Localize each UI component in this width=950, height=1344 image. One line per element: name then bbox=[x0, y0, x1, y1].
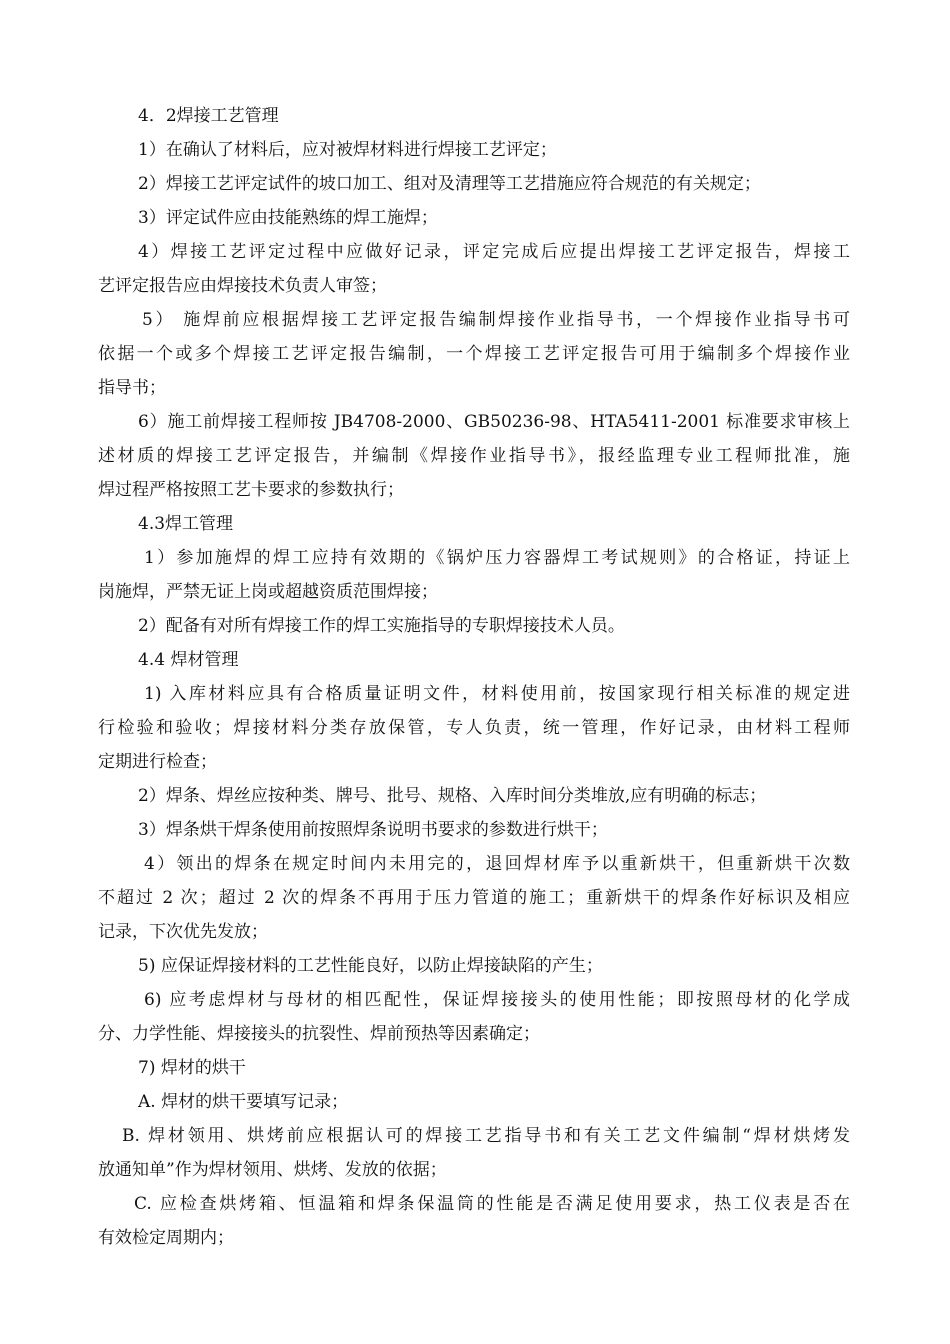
text-line: 行检验和验收；焊接材料分类存放保管，专人负责，统一管理，作好记录，由材料工程师 bbox=[98, 718, 850, 738]
text-line: 焊过程严格按照工艺卡要求的参数执行； bbox=[98, 480, 404, 500]
text-line: 艺评定报告应由焊接技术负责人审签； bbox=[98, 276, 387, 296]
text-line: 1) 入库材料应具有合格质量证明文件，材料使用前，按国家现行相关标准的规定进 bbox=[144, 684, 850, 704]
text-line: 6) 应考虑焊材与母材的相匹配性，保证焊接接头的使用性能；即按照母材的化学成 bbox=[144, 990, 850, 1010]
text-line: 述材质的焊接工艺评定报告，并编制《焊接作业指导书》，报经监理专业工程师批准，施 bbox=[98, 446, 850, 466]
text-line: 记录，下次优先发放； bbox=[98, 922, 268, 942]
text-line: 定期进行检查； bbox=[98, 752, 217, 772]
text-line: 有效检定周期内； bbox=[98, 1228, 234, 1248]
text-line: 1）参加施焊的焊工应持有效期的《锅炉压力容器焊工考试规则》的合格证，持证上 bbox=[144, 548, 850, 568]
text-line: 6）施工前焊接工程师按 JB4708-2000、GB50236-98、HTA5411-2001 标准要求审核上 bbox=[138, 412, 850, 432]
text-line: C. 应检查烘烤箱、恒温箱和焊条保温筒的性能是否满足使用要求，热工仪表是否在 bbox=[134, 1194, 850, 1214]
text-line: 3）焊条烘干焊条使用前按照焊条说明书要求的参数进行烘干； bbox=[138, 820, 608, 840]
text-line: 7) 焊材的烘干 bbox=[138, 1058, 246, 1078]
text-line: 放通知单”作为焊材领用、烘烤、发放的依据； bbox=[98, 1160, 447, 1180]
text-line: 3）评定试件应由技能熟练的焊工施焊； bbox=[138, 208, 438, 228]
text-line: 2）焊接工艺评定试件的坡口加工、组对及清理等工艺措施应符合规范的有关规定； bbox=[138, 174, 761, 194]
heading-4-3: 4.3焊工管理 bbox=[138, 514, 234, 534]
text-line: 岗施焊，严禁无证上岗或超越资质范围焊接； bbox=[98, 582, 438, 602]
text-line: 不超过 2 次；超过 2 次的焊条不再用于压力管道的施工；重新烘干的焊条作好标识及相应 bbox=[98, 888, 850, 908]
text-line: 4）焊接工艺评定过程中应做好记录，评定完成后应提出焊接工艺评定报告，焊接工 bbox=[138, 242, 850, 262]
text-line: 分、力学性能、焊接接头的抗裂性、焊前预热等因素确定； bbox=[98, 1024, 540, 1044]
heading-4-2: 4．2焊接工艺管理 bbox=[138, 106, 279, 126]
text-line: 依据一个或多个焊接工艺评定报告编制，一个焊接工艺评定报告可用于编制多个焊接作业 bbox=[98, 344, 850, 364]
text-line: 指导书； bbox=[98, 378, 166, 398]
text-line: A. 焊材的烘干要填写记录； bbox=[138, 1092, 349, 1112]
document-body bbox=[98, 99, 850, 1255]
text-line: 2）配备有对所有焊接工作的焊工实施指导的专职焊接技术人员。 bbox=[138, 616, 625, 636]
text-line: 5) 应保证焊接材料的工艺性能良好，以防止焊接缺陷的产生； bbox=[138, 956, 603, 976]
text-line: B. 焊材领用、烘烤前应根据认可的焊接工艺指导书和有关工艺文件编制“焊材烘烤发 bbox=[122, 1126, 850, 1146]
text-line: 2）焊条、焊丝应按种类、牌号、批号、规格、入库时间分类堆放,应有明确的标志； bbox=[138, 786, 767, 806]
text-line: 1）在确认了材料后，应对被焊材料进行焊接工艺评定； bbox=[138, 140, 557, 160]
text-line: 5） 施焊前应根据焊接工艺评定报告编制焊接作业指导书，一个焊接作业指导书可 bbox=[142, 310, 850, 330]
heading-4-4: 4.4 焊材管理 bbox=[138, 650, 239, 670]
text-line: 4）领出的焊条在规定时间内未用完的，退回焊材库予以重新烘干，但重新烘干次数 bbox=[144, 854, 850, 874]
